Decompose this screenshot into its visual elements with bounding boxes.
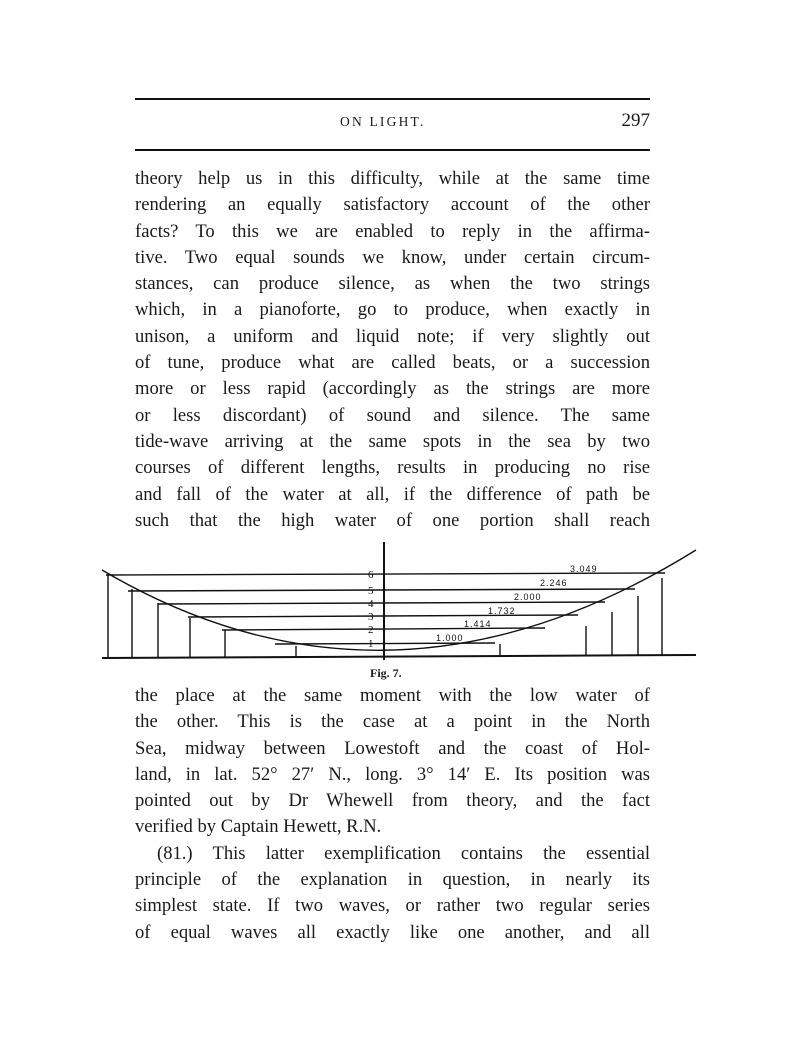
text-line: which, in a pianoforte, go to produce, when exactly in <box>135 299 650 321</box>
text-line: and fall of the water at all, if the difference of path be <box>135 483 650 505</box>
wave-curve <box>102 550 696 650</box>
text-line: (81.) This latter exemplification contains the essential <box>157 842 650 864</box>
figure-7 <box>100 540 700 685</box>
text-line: facts? To this we are enabled to reply in the affirma- <box>135 220 650 242</box>
level-line-4 <box>158 602 605 604</box>
axis-label-5: 5 <box>368 585 374 597</box>
page-header <box>135 110 650 140</box>
value-label-4: 2.000 <box>514 592 542 602</box>
text-line: such that the high water of one portion shall reach <box>135 509 650 531</box>
text-line: verified by Captain Hewett, R.N. <box>135 816 382 838</box>
text-line: Sea, midway between Lowestoft and the coast of Hol- <box>135 737 650 759</box>
text-line: or less discordant) of sound and silence. The same <box>135 404 650 426</box>
running-head: ON LIGHT. <box>340 114 426 129</box>
text-line: tide-wave arriving at the same spots in the sea by two <box>135 430 650 452</box>
body-text-bottom <box>135 683 650 946</box>
axis-label-3: 3 <box>368 611 374 623</box>
level-line-2 <box>222 628 545 630</box>
axis-label-2: 2 <box>368 624 374 636</box>
text-line: the other. This is the case at a point in the North <box>135 711 650 733</box>
axis-label-6: 6 <box>368 569 374 581</box>
text-line: tive. Two equal sounds we know, under certain circum- <box>135 246 650 268</box>
value-label-5: 2.246 <box>540 578 568 588</box>
value-label-3: 1.732 <box>488 606 516 616</box>
text-line: of tune, produce what are called beats, or a succession <box>135 352 650 374</box>
body-text-top <box>135 166 650 534</box>
axis-label-1: 1 <box>368 638 374 650</box>
text-line: theory help us in this difficulty, while at the same time <box>135 168 650 189</box>
axis-label-4: 4 <box>368 598 374 610</box>
value-label-2: 1.414 <box>464 619 492 629</box>
level-line-5 <box>128 589 635 591</box>
text-line: unison, a uniform and liquid note; if very slightly out <box>135 325 650 347</box>
text-line: rendering an equally satisfactory account of the other <box>135 194 650 216</box>
text-line: simplest state. If two waves, or rather two regular series <box>135 895 650 917</box>
text-line: land, in lat. 52° 27′ N., long. 3° 14′ E. Its position was <box>135 763 650 785</box>
value-label-6: 3.049 <box>570 564 598 574</box>
text-line: more or less rapid (accordingly as the strings are more <box>135 378 650 400</box>
header-rule-bottom <box>135 149 650 151</box>
text-line: of equal waves all exactly like one another, and all <box>135 921 650 943</box>
baseline <box>102 655 696 658</box>
text-line: courses of different lengths, results in producing no rise <box>135 457 650 479</box>
level-line-1 <box>275 643 495 644</box>
page-number: 297 <box>621 110 650 131</box>
text-line: principle of the explanation in question, in nearly its <box>135 869 650 891</box>
text-line: pointed out by Dr Whewell from theory, and the fact <box>135 790 650 812</box>
value-label-1: 1.000 <box>436 633 464 643</box>
header-rule-top <box>135 98 650 100</box>
figure-caption: Fig. 7. <box>370 666 402 680</box>
text-line: the place at the same moment with the low water of <box>135 685 650 706</box>
figure-7-diagram <box>100 540 700 665</box>
text-line: stances, can produce silence, as when the two strings <box>135 273 650 295</box>
